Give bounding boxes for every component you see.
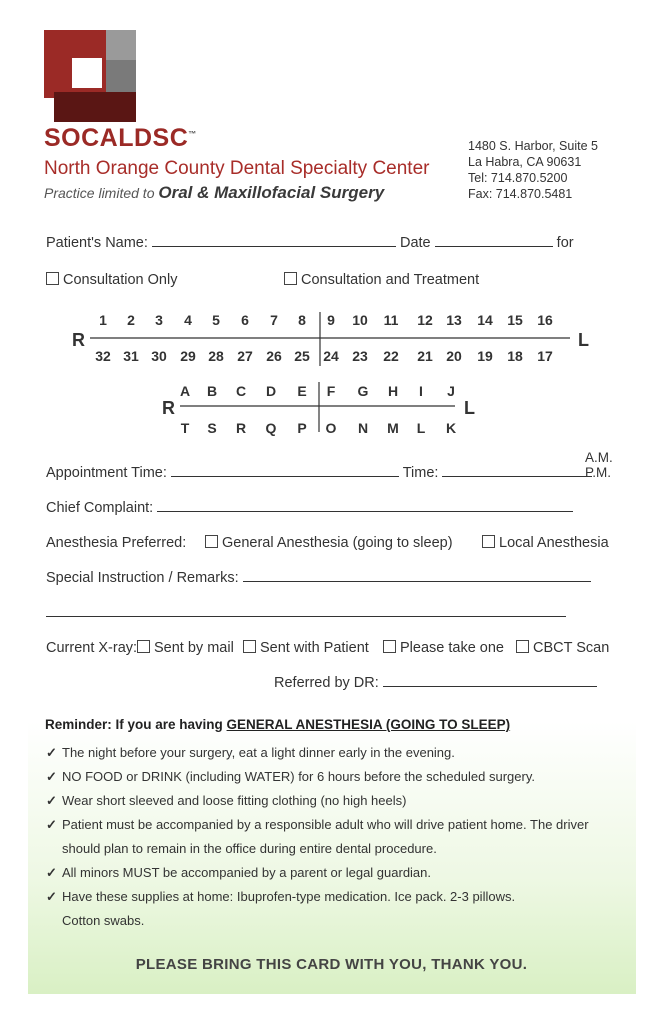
tooth-13[interactable]: 13 — [446, 312, 462, 328]
reminder-title: Reminder: If you are having GENERAL ANESTHESIA (GOING TO SLEEP) — [45, 717, 511, 732]
tooth-H[interactable]: H — [387, 383, 399, 399]
tooth-9[interactable]: 9 — [327, 312, 335, 328]
center-name: North Orange County Dental Specialty Center — [44, 158, 430, 179]
general-anesthesia-option[interactable]: General Anesthesia (going to sleep) — [205, 535, 453, 551]
address-line2: La Habra, CA 90631 — [468, 155, 582, 169]
tooth-11[interactable]: 11 — [383, 312, 399, 328]
chief-complaint-row — [46, 500, 573, 516]
check-icon: ✓ — [46, 865, 57, 880]
reminder-item — [46, 817, 589, 833]
tooth-17[interactable]: 17 — [537, 348, 553, 364]
chief-complaint-field[interactable] — [157, 511, 573, 512]
reminder-item-text: NO FOOD or DRINK (including WATER) for 6 hours before the scheduled surgery. — [62, 769, 535, 784]
reminder-item-text: Wear short sleeved and loose fitting clothing (no high heels) — [62, 793, 407, 808]
tooth-C[interactable]: C — [235, 383, 247, 399]
appointment-date-field[interactable] — [171, 476, 399, 477]
tooth-23[interactable]: 23 — [352, 348, 368, 364]
reminder-item — [46, 793, 406, 809]
xray-take-checkbox[interactable] — [383, 640, 396, 653]
check-icon: ✓ — [46, 745, 57, 760]
tooth-3[interactable]: 3 — [155, 312, 163, 328]
date-label: Date — [399, 235, 431, 251]
reminder-item-text: should plan to remain in the office during entire dental procedure. — [62, 841, 437, 856]
brand-name: SOCALDSC™ — [44, 124, 197, 152]
tooth-T[interactable]: T — [180, 420, 190, 436]
tooth-19[interactable]: 19 — [477, 348, 493, 364]
practice-line: Practice limited to Oral & Maxillofacial Surgery — [44, 183, 385, 202]
xray-cbct-option[interactable]: CBCT Scan — [516, 640, 609, 656]
tooth-29[interactable]: 29 — [180, 348, 196, 364]
tooth-N[interactable]: N — [357, 420, 369, 436]
tooth-21[interactable]: 21 — [417, 348, 433, 364]
tooth-L[interactable]: L — [416, 420, 426, 436]
xray-mail-option[interactable]: Sent by mail — [137, 640, 234, 656]
anesthesia-label: Anesthesia Preferred: — [46, 535, 187, 551]
tooth-8[interactable]: 8 — [298, 312, 306, 328]
permanent-right-label: R — [72, 330, 85, 350]
special-instruction-field[interactable] — [243, 581, 591, 582]
special-instruction-label: Special Instruction / Remarks: — [46, 570, 239, 586]
tooth-G[interactable]: G — [357, 383, 369, 399]
primary-right-label: R — [162, 398, 175, 418]
appointment-time-label: Appointment Time: — [46, 465, 167, 481]
tooth-5[interactable]: 5 — [212, 312, 220, 328]
tooth-24[interactable]: 24 — [323, 348, 339, 364]
for-label: for — [556, 235, 574, 251]
tooth-O[interactable]: O — [325, 420, 337, 436]
check-icon: ✓ — [46, 769, 57, 784]
tooth-S[interactable]: S — [207, 420, 217, 436]
tooth-31[interactable]: 31 — [123, 348, 139, 364]
xray-patient-checkbox[interactable] — [243, 640, 256, 653]
fax: Fax: 714.870.5481 — [468, 187, 573, 201]
patient-name-label: Patient's Name: — [46, 235, 148, 251]
reminder-item — [46, 769, 535, 785]
xray-cbct-checkbox[interactable] — [516, 640, 529, 653]
tooth-J[interactable]: J — [447, 383, 455, 399]
referred-label: Referred by DR: — [274, 675, 379, 691]
reminder-item — [46, 889, 515, 905]
reminder-item-text: The night before your surgery, eat a light dinner early in the evening. — [62, 745, 455, 760]
tooth-M[interactable]: M — [387, 420, 399, 436]
xray-label: Current X-ray: — [46, 640, 138, 656]
tooth-4[interactable]: 4 — [184, 312, 192, 328]
tooth-Q[interactable]: Q — [265, 420, 277, 436]
reminder-item — [46, 745, 455, 761]
tooth-10[interactable]: 10 — [352, 312, 368, 328]
tooth-P[interactable]: P — [297, 420, 307, 436]
pm-label[interactable]: P.M. — [585, 465, 612, 480]
time-label: Time: — [402, 465, 439, 481]
xray-take-option[interactable]: Please take one — [383, 640, 504, 656]
tooth-16[interactable]: 16 — [537, 312, 553, 328]
check-icon: ✓ — [46, 817, 57, 832]
reminder-item-text: Patient must be accompanied by a responsible adult who will drive patient home. The driver — [62, 817, 589, 832]
tooth-25[interactable]: 25 — [294, 348, 310, 364]
xray-mail-checkbox[interactable] — [137, 640, 150, 653]
tooth-2[interactable]: 2 — [127, 312, 135, 328]
tooth-6[interactable]: 6 — [241, 312, 249, 328]
consultation-only-option[interactable]: Consultation Only — [46, 272, 177, 288]
reminder-item — [46, 865, 431, 881]
tooth-27[interactable]: 27 — [237, 348, 253, 364]
reminder-item-text: Cotton swabs. — [62, 913, 145, 928]
check-icon: ✓ — [46, 889, 57, 904]
tooth-7[interactable]: 7 — [270, 312, 278, 328]
tel: Tel: 714.870.5200 — [468, 171, 568, 185]
tooth-F[interactable]: F — [326, 383, 336, 399]
reminder-item-text: All minors MUST be accompanied by a parent or legal guardian. — [62, 865, 432, 880]
tooth-1[interactable]: 1 — [99, 312, 107, 328]
reminder-item — [46, 913, 144, 928]
tooth-A[interactable]: A — [179, 383, 191, 399]
tooth-14[interactable]: 14 — [477, 312, 493, 328]
footer-note: PLEASE BRING THIS CARD WITH YOU, THANK YOU. — [135, 956, 528, 973]
special-instruction-line2[interactable] — [46, 616, 566, 617]
tooth-26[interactable]: 26 — [266, 348, 282, 364]
tooth-K[interactable]: K — [445, 420, 457, 436]
tooth-B[interactable]: B — [206, 383, 218, 399]
referred-field[interactable] — [383, 686, 597, 687]
am-label[interactable]: A.M. — [585, 450, 613, 465]
tooth-R[interactable]: R — [235, 420, 247, 436]
primary-left-label: L — [464, 398, 475, 418]
tooth-18[interactable]: 18 — [507, 348, 523, 364]
tooth-28[interactable]: 28 — [208, 348, 224, 364]
address-line1: 1480 S. Harbor, Suite 5 — [468, 139, 598, 153]
permanent-left-label: L — [578, 330, 589, 350]
am-pm[interactable] — [585, 450, 613, 480]
general-anesthesia-checkbox[interactable] — [205, 535, 218, 548]
appointment-row — [46, 465, 592, 481]
consultation-treatment-option[interactable]: Consultation and Treatment — [284, 272, 479, 288]
tooth-30[interactable]: 30 — [151, 348, 167, 364]
time-field[interactable] — [442, 476, 592, 477]
tooth-E[interactable]: E — [297, 383, 307, 399]
tooth-20[interactable]: 20 — [446, 348, 462, 364]
tooth-I[interactable]: I — [419, 383, 423, 399]
local-anesthesia-checkbox[interactable] — [482, 535, 495, 548]
local-anesthesia-option[interactable]: Local Anesthesia — [482, 535, 609, 551]
xray-patient-option[interactable]: Sent with Patient — [243, 640, 369, 656]
referred-row — [274, 675, 597, 691]
reminder-item — [46, 841, 437, 856]
special-instruction-row — [46, 570, 591, 586]
check-icon: ✓ — [46, 793, 57, 808]
tooth-12[interactable]: 12 — [417, 312, 433, 328]
chief-complaint-label: Chief Complaint: — [46, 500, 154, 516]
tooth-22[interactable]: 22 — [383, 348, 399, 364]
tooth-15[interactable]: 15 — [507, 312, 523, 328]
tooth-D[interactable]: D — [265, 383, 277, 399]
tooth-32[interactable]: 32 — [95, 348, 111, 364]
anesthesia-row — [46, 535, 186, 551]
reminder-item-text: Have these supplies at home: Ibuprofen-type medication. Ice pack. 2-3 pillows. — [62, 889, 516, 904]
